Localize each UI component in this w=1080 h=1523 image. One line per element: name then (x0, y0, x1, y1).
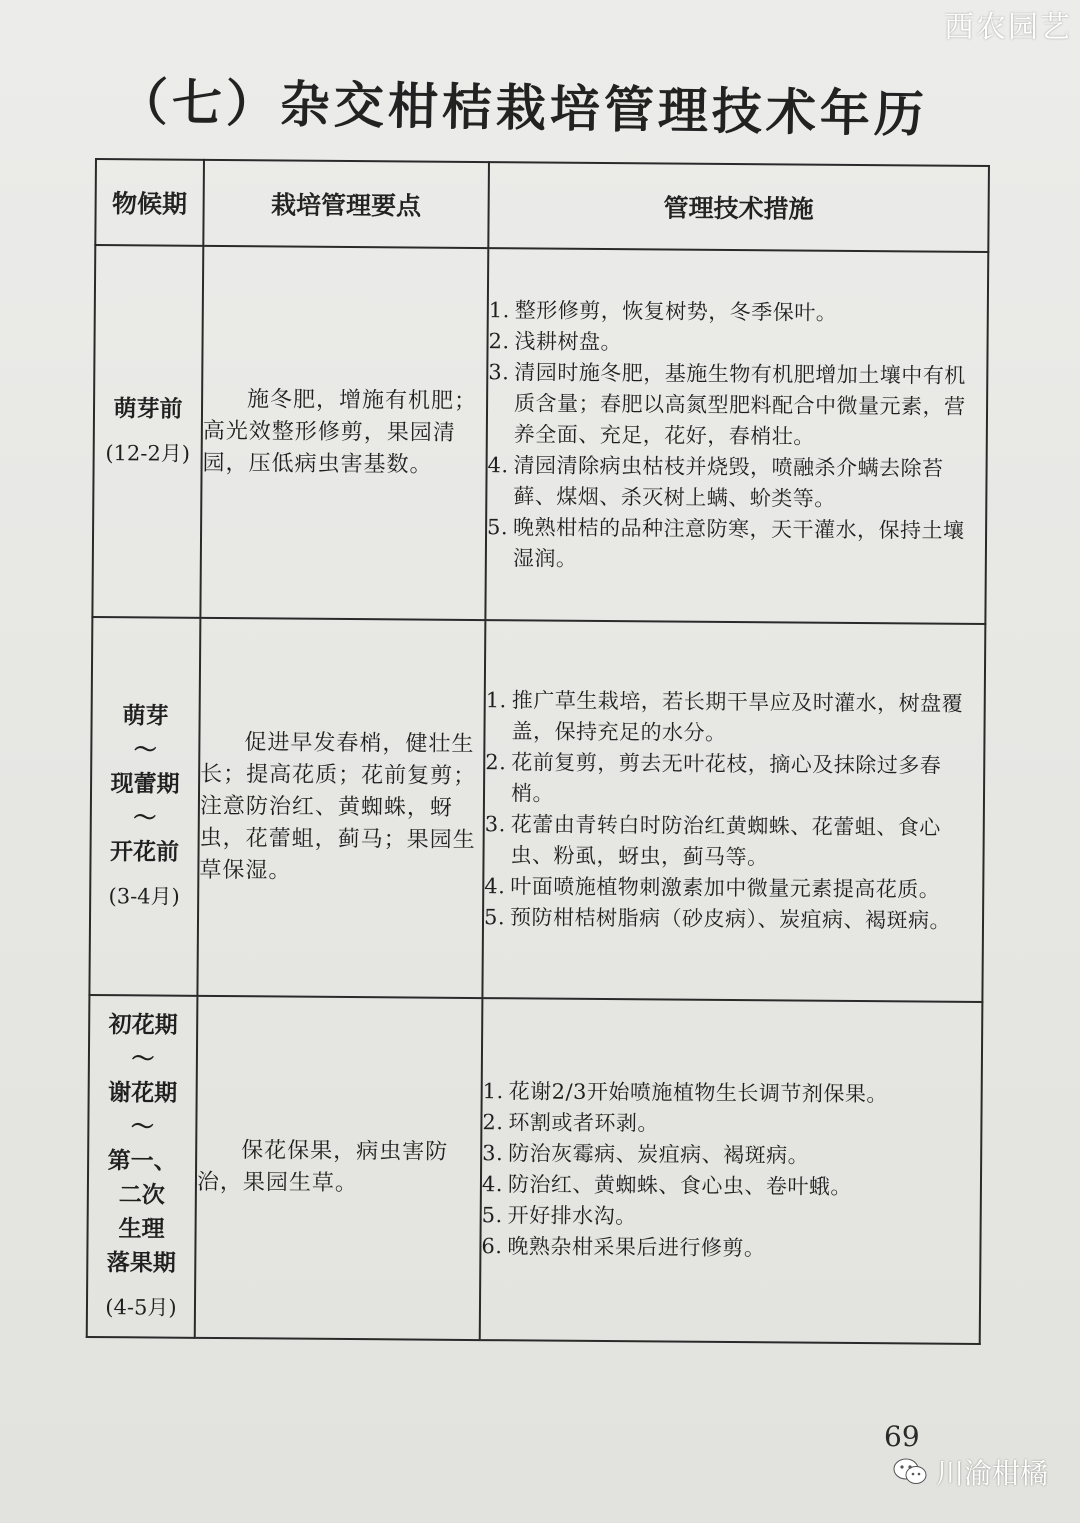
phenology-period-line: ～ (131, 1046, 155, 1073)
measure-item (484, 809, 982, 875)
measure-text: 整形修剪，恢复树势，冬季保叶。 (514, 297, 838, 325)
measure-number: 3. (488, 359, 510, 384)
phenology-period-line: 初花期 (108, 1012, 178, 1039)
measures-cell (482, 620, 985, 1002)
watermark-top: 西农园艺 (944, 10, 1072, 45)
measure-text: 开好排水沟。 (507, 1203, 637, 1229)
measure-text: 晚熟杂柑采果后进行修剪。 (507, 1234, 766, 1261)
measure-number: 1. (482, 1079, 504, 1104)
key-points-cell: 促进早发春梢，健壮生长；提高花质；花前复剪；注意防治红、黄蜘蛛，蚜虫，花蕾蛆，蓟马；果园生草保湿。 (197, 618, 485, 998)
measure-item (483, 1076, 981, 1111)
phenology-period-line: 第一、 (107, 1148, 177, 1175)
measure-item (488, 326, 986, 361)
measure-item (484, 902, 982, 937)
measure-item (484, 871, 982, 906)
key-points-cell: 施冬肥，增施有机肥；高光效整形修剪，果园清园，压低病虫害基数。 (200, 246, 488, 620)
measure-item (488, 357, 987, 454)
period-months: (4-5月) (105, 1295, 177, 1320)
header-measures: 管理技术措施 (488, 162, 989, 252)
phenology-period-line: 现蕾期 (110, 771, 180, 798)
phenology-period-cell (89, 617, 200, 996)
measure-item (487, 450, 985, 516)
measure-item (482, 1200, 980, 1235)
measure-number: 6. (481, 1234, 503, 1259)
measure-item (485, 747, 983, 813)
page-title: （七）杂交柑桔栽培管理技术年历 (117, 73, 929, 144)
measure-text: 花前复剪，剪去无叶花枝，摘心及抹除过多春梢。 (510, 750, 942, 806)
header-phenology: 物候期 (95, 159, 204, 246)
table-row (92, 245, 988, 624)
table-row (87, 995, 983, 1344)
header-key-points: 栽培管理要点 (203, 160, 489, 248)
measure-number: 5. (483, 905, 506, 930)
measure-number: 4. (481, 1172, 504, 1197)
measure-text: 浅耕树盘。 (514, 328, 623, 354)
page-number: 69 (884, 1420, 920, 1453)
measure-text: 预防柑桔树脂病（砂皮病）、炭疽病、褐斑病。 (509, 905, 952, 933)
phenology-period-line: ～ (133, 737, 157, 764)
measure-number: 4. (487, 452, 509, 477)
table-header-row (95, 159, 989, 252)
measure-number: 3. (484, 812, 506, 837)
key-points-cell: 保花保果，病虫害防治，果园生草。 (195, 996, 483, 1340)
measures-cell (485, 248, 988, 624)
phenology-period-cell (87, 995, 198, 1338)
table-row (89, 617, 985, 1002)
measure-text: 晚熟柑桔的品种注意防寒，天干灌水，保持土壤湿润。 (512, 514, 965, 571)
measure-text: 花蕾由青转白时防治红黄蜘蛛、花蕾蛆、食心虫、粉虱，蚜虫，蓟马等。 (510, 812, 941, 870)
period-months: (12-2月) (105, 441, 191, 466)
measure-text: 防治灰霉病、炭疽病、褐斑病。 (508, 1141, 810, 1168)
measure-text: 清园清除病虫枯枝并烧毁，喷融杀介螨去除苔藓、煤烟、杀灭树上螨、蚧类等。 (513, 452, 944, 511)
measure-number: 3. (482, 1141, 504, 1166)
phenology-period-line: 萌芽前 (113, 396, 183, 423)
measure-text: 花谢2/3开始喷施植物生长调节剂保果。 (508, 1079, 889, 1107)
phenology-period-line: 开花前 (109, 839, 180, 866)
watermark-bottom (892, 1452, 1048, 1492)
period-months: (3-4月) (108, 884, 180, 909)
wechat-icon (892, 1456, 928, 1488)
measure-number: 5. (481, 1203, 503, 1228)
measure-text: 推广草生栽培，若长期干旱应及时灌水，树盘覆盖，保持充足的水分。 (511, 688, 964, 745)
phenology-period-line: 萌芽 (122, 703, 169, 730)
measure-number: 1. (488, 297, 510, 322)
phenology-period-line: 二次 (118, 1182, 165, 1209)
phenology-period-cell (92, 245, 203, 618)
phenology-period-line: 谢花期 (108, 1080, 178, 1107)
measure-item (482, 1169, 980, 1204)
measure-number: 2. (485, 750, 507, 775)
measure-item (482, 1138, 980, 1173)
management-calendar-table (86, 158, 990, 1345)
phenology-period-line: 生理 (118, 1216, 165, 1243)
measure-number: 4. (484, 874, 506, 899)
phenology-period-line: ～ (130, 1114, 154, 1141)
measure-item (487, 512, 985, 578)
measure-item (482, 1107, 980, 1142)
measure-number: 1. (485, 688, 507, 713)
measure-number: 2. (482, 1110, 504, 1135)
phenology-period-line: ～ (133, 805, 157, 832)
measure-text: 叶面喷施植物刺激素加中微量元素提高花质。 (510, 874, 941, 902)
measure-item (485, 685, 983, 751)
measure-text: 清园时施冬肥，基施生物有机肥增加土壤中有机质含量；春肥以高氮型肥料配合中微量元素，营养全面、充足，花好，春梢壮。 (513, 359, 966, 449)
measure-item (481, 1231, 979, 1266)
measure-number: 2. (488, 328, 510, 353)
watermark-bottom-text: 川渝柑橘 (936, 1457, 1049, 1490)
measure-item (489, 295, 987, 330)
measure-text: 环割或者环剥。 (508, 1110, 660, 1136)
measures-cell (480, 998, 983, 1344)
measure-text: 防治红、黄蜘蛛、食心虫、卷叶蛾。 (507, 1172, 853, 1199)
phenology-period-line: 落果期 (106, 1250, 176, 1277)
measure-number: 5. (487, 514, 509, 539)
